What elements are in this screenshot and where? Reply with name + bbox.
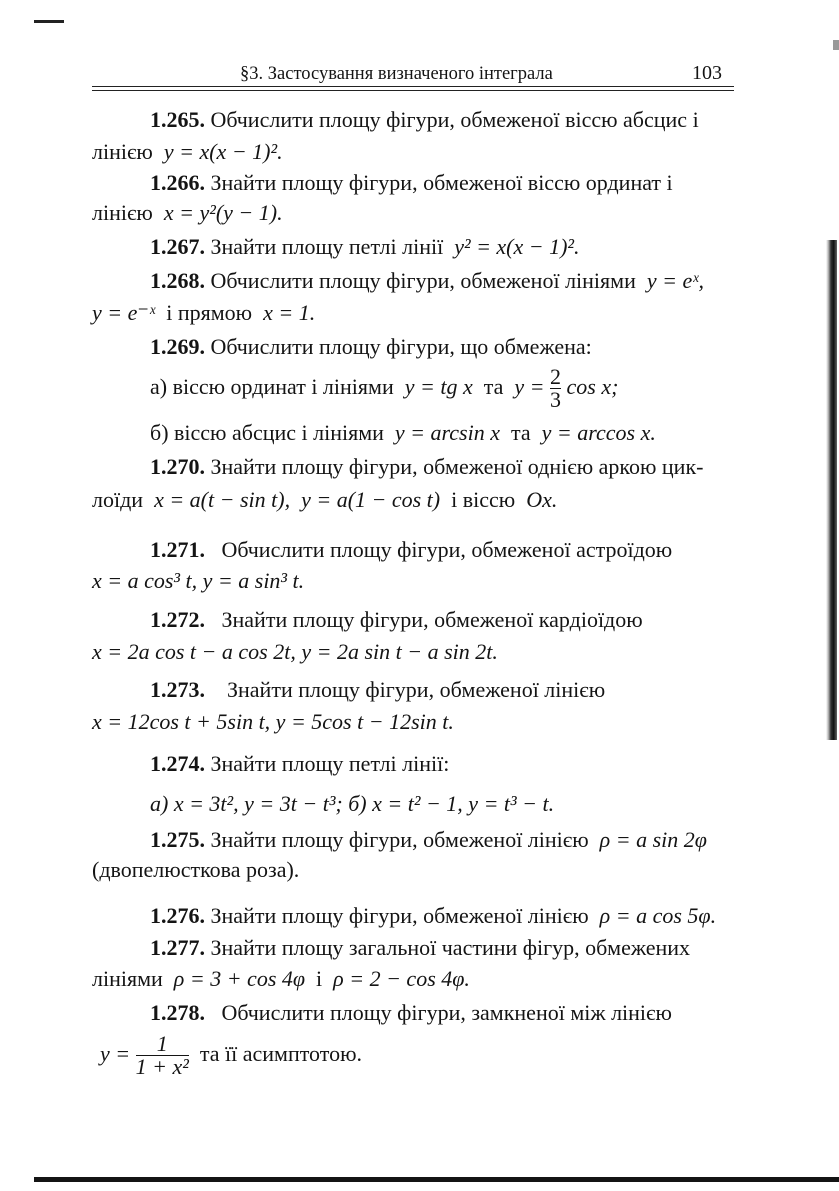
fraction-numerator: 2 bbox=[550, 364, 561, 390]
problem-text: та її асимптотою. bbox=[199, 1041, 363, 1066]
problem-1270-line-1 bbox=[150, 454, 703, 480]
problem-1271-line-1 bbox=[150, 537, 672, 563]
conjunction: та bbox=[483, 374, 504, 399]
scan-edge-shadow bbox=[826, 240, 837, 740]
problem-text: лінією bbox=[92, 139, 153, 164]
problem-1269-item-b bbox=[150, 420, 656, 446]
problem-text: Знайти площу загальної частини фігур, обмежених bbox=[210, 935, 691, 960]
problem-text: Знайти площу петлі лінії: bbox=[210, 751, 450, 776]
scan-corner-mark bbox=[833, 40, 839, 50]
formula: Ox. bbox=[526, 487, 558, 512]
problem-1267 bbox=[150, 234, 580, 260]
scan-mark bbox=[34, 20, 64, 23]
item-text: а) віссю ординат і лініями bbox=[150, 374, 394, 399]
formula: y = a(1 − cos t) bbox=[301, 487, 441, 512]
formula: ρ = 3 + cos 4φ bbox=[173, 966, 306, 991]
problem-1273-formula: x = 12cos t + 5sin t, y = 5cos t − 12sin t. bbox=[92, 709, 454, 734]
problem-number: 1.278. bbox=[150, 1000, 205, 1025]
formula: x = a(t − sin t), bbox=[154, 487, 291, 512]
problem-number: 1.266. bbox=[150, 170, 205, 195]
formula: y = bbox=[514, 374, 545, 399]
problem-1266-line-1 bbox=[150, 170, 734, 196]
problem-text: Обчислити площу фігури, обмеженої астроїдою bbox=[221, 537, 673, 562]
problem-number: 1.265. bbox=[150, 107, 205, 132]
problem-1277-line-1 bbox=[150, 935, 690, 961]
fraction-denominator: 3 bbox=[550, 387, 561, 413]
problem-number: 1.272. bbox=[150, 607, 205, 632]
problem-1270-line-2 bbox=[92, 487, 557, 513]
problem-text: Знайти площу фігури, обмеженої однією аркою цик- bbox=[210, 454, 704, 479]
problem-1275-line-2: (двопелюсткова роза). bbox=[92, 857, 300, 882]
problem-text: Обчислити площу фігури, що обмежена: bbox=[210, 334, 592, 359]
formula: ρ = a sin 2φ bbox=[599, 827, 707, 852]
formula: y = x(x − 1)². bbox=[163, 139, 283, 164]
fraction-denominator: 1 + x² bbox=[135, 1054, 189, 1080]
problem-number: 1.276. bbox=[150, 903, 205, 928]
formula: y = bbox=[100, 1041, 131, 1066]
problem-1275-line-1 bbox=[150, 827, 707, 853]
formula: y² = x(x − 1)². bbox=[454, 234, 580, 259]
problem-text: Обчислити площу фігури, обмеженої віссю абсцис і bbox=[210, 107, 699, 132]
problem-number: 1.267. bbox=[150, 234, 205, 259]
formula: cos x; bbox=[566, 374, 619, 399]
header-title: §3. Застосування визначеного інтеграла bbox=[240, 64, 553, 84]
problem-1274-line-1 bbox=[150, 751, 449, 777]
problem-text: лоїди bbox=[92, 487, 144, 512]
problem-text: Знайти площу фігури, обмеженої лінією bbox=[210, 903, 589, 928]
problem-text: Знайти площу фігури, обмеженої лінією bbox=[210, 827, 589, 852]
problem-1277-line-2 bbox=[92, 966, 470, 992]
problem-1276 bbox=[150, 903, 716, 929]
formula: ρ = a cos 5φ. bbox=[599, 903, 717, 928]
formula: y = eˣ, bbox=[646, 268, 704, 293]
problem-number: 1.271. bbox=[150, 537, 205, 562]
problem-1269-line-1 bbox=[150, 334, 592, 360]
problem-1273-line-1 bbox=[150, 677, 605, 703]
problem-text: і прямою bbox=[166, 300, 253, 325]
problem-text: Знайти площу фігури, обмеженої кардіоїдою bbox=[221, 607, 643, 632]
problem-1272-line-1 bbox=[150, 607, 643, 633]
problem-1265-line-1 bbox=[150, 107, 734, 133]
item-text: б) віссю абсцис і лініями bbox=[150, 420, 384, 445]
problem-1268-line-2 bbox=[92, 300, 315, 326]
problem-text: і віссю bbox=[451, 487, 516, 512]
problem-number: 1.269. bbox=[150, 334, 205, 359]
problem-text: Обчислити площу фігури, замкненої між лінією bbox=[221, 1000, 672, 1025]
problem-1271-formula: x = a cos³ t, y = a sin³ t. bbox=[92, 568, 305, 593]
problem-number: 1.274. bbox=[150, 751, 205, 776]
formula: ρ = 2 − cos 4φ. bbox=[333, 966, 470, 991]
problem-text: Обчислити площу фігури, обмеженої лініями bbox=[210, 268, 636, 293]
problem-number: 1.275. bbox=[150, 827, 205, 852]
fraction-one-over-one-plus-x-squared bbox=[136, 1033, 189, 1078]
fraction-two-thirds bbox=[550, 366, 561, 411]
problem-1278-line-2 bbox=[100, 1032, 362, 1078]
conjunction: та bbox=[510, 420, 531, 445]
problem-1278-line-1 bbox=[150, 1000, 672, 1026]
problem-1265-line-2 bbox=[92, 139, 283, 165]
problem-1266-line-2 bbox=[92, 200, 283, 226]
problem-text: лініями bbox=[92, 966, 163, 991]
problem-number: 1.277. bbox=[150, 935, 205, 960]
footer-scan-bar bbox=[34, 1177, 839, 1182]
running-header bbox=[92, 62, 734, 88]
problem-text: Знайти площу фігури, обмеженої віссю ординат і bbox=[210, 170, 673, 195]
problem-1274-formula: а) x = 3t², y = 3t − t³; б) x = t² − 1, y = t³ − t. bbox=[150, 791, 555, 816]
formula: y = arcsin x bbox=[394, 420, 500, 445]
problem-text: Знайти площу петлі лінії bbox=[210, 234, 444, 259]
formula: y = arccos x. bbox=[541, 420, 656, 445]
problem-1268-line-1 bbox=[150, 268, 704, 294]
formula: y = tg x bbox=[404, 374, 473, 399]
problem-1269-item-a bbox=[150, 365, 618, 411]
header-rule-double bbox=[92, 90, 734, 91]
problem-number: 1.268. bbox=[150, 268, 205, 293]
problem-text: Знайти площу фігури, обмеженої лінією bbox=[227, 677, 606, 702]
problem-number: 1.270. bbox=[150, 454, 205, 479]
page-number: 103 bbox=[692, 62, 722, 84]
problem-text: лінією bbox=[92, 200, 153, 225]
conjunction: і bbox=[316, 966, 323, 991]
fraction-numerator: 1 bbox=[156, 1031, 168, 1057]
problem-1272-formula: x = 2a cos t − a cos 2t, y = 2a sin t − a sin 2t. bbox=[92, 639, 498, 664]
formula: x = y²(y − 1). bbox=[163, 200, 283, 225]
header-rule bbox=[92, 86, 734, 87]
problem-number: 1.273. bbox=[150, 677, 205, 702]
formula: x = 1. bbox=[263, 300, 316, 325]
formula: y = e⁻ˣ bbox=[92, 300, 156, 325]
